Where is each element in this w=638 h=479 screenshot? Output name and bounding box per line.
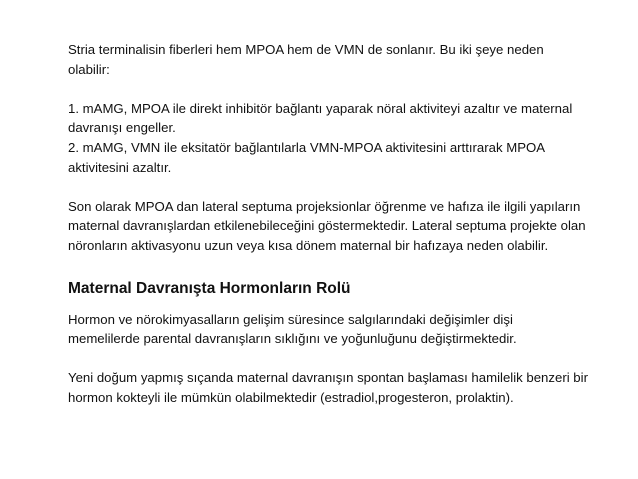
- hormone-paragraph-2: Yeni doğum yapmış sıçanda maternal davranışın spontan başlaması hamilelik benzeri bir hormon kokteyli ile mümkün olabilmektedir (estradiol,progesteron, prolaktin).: [68, 370, 588, 405]
- hormone-paragraph-1: Hormon ve nörokimyasalların gelişim süresince salgılarındaki değişimler dişi memelilerde parental davranışların sıklığını ve yoğunluğunu değiştirmektedir.: [68, 311, 517, 347]
- spacer: [68, 349, 588, 369]
- section-heading-wrap: [68, 278, 588, 300]
- list-item-2: 2. mAMG, VMN ile eksitatör bağlantılarla VMN-MPOA aktivitesini arttırarak MPOA aktivitesini azaltır.: [68, 139, 545, 175]
- conclusion-paragraph: Son olarak MPOA dan lateral septuma projeksionlar öğrenme ve hafıza ile ilgili yapıların maternal davranışlardan etkilenebileceğini göstermektedir. Lateral septuma projekte olan nöronların aktivasyonu uzun veya kısa dönem maternal bir hafızaya neden olabilir.: [68, 198, 586, 253]
- section-heading: Maternal Davranışta Hormonların Rolü: [68, 279, 351, 297]
- spacer: [68, 79, 588, 99]
- intro-paragraph: Stria terminalisin fiberleri hem MPOA hem de VMN de sonlanır. Bu iki şeye neden olabilir:: [68, 42, 544, 77]
- list-item-1: 1. mAMG, MPOA ile direkt inhibitör bağlantı yaparak nöral aktiviteyi azaltır ve maternal davranışı engeller.: [68, 100, 573, 136]
- spacer: [68, 177, 588, 197]
- slide-content: [68, 40, 588, 408]
